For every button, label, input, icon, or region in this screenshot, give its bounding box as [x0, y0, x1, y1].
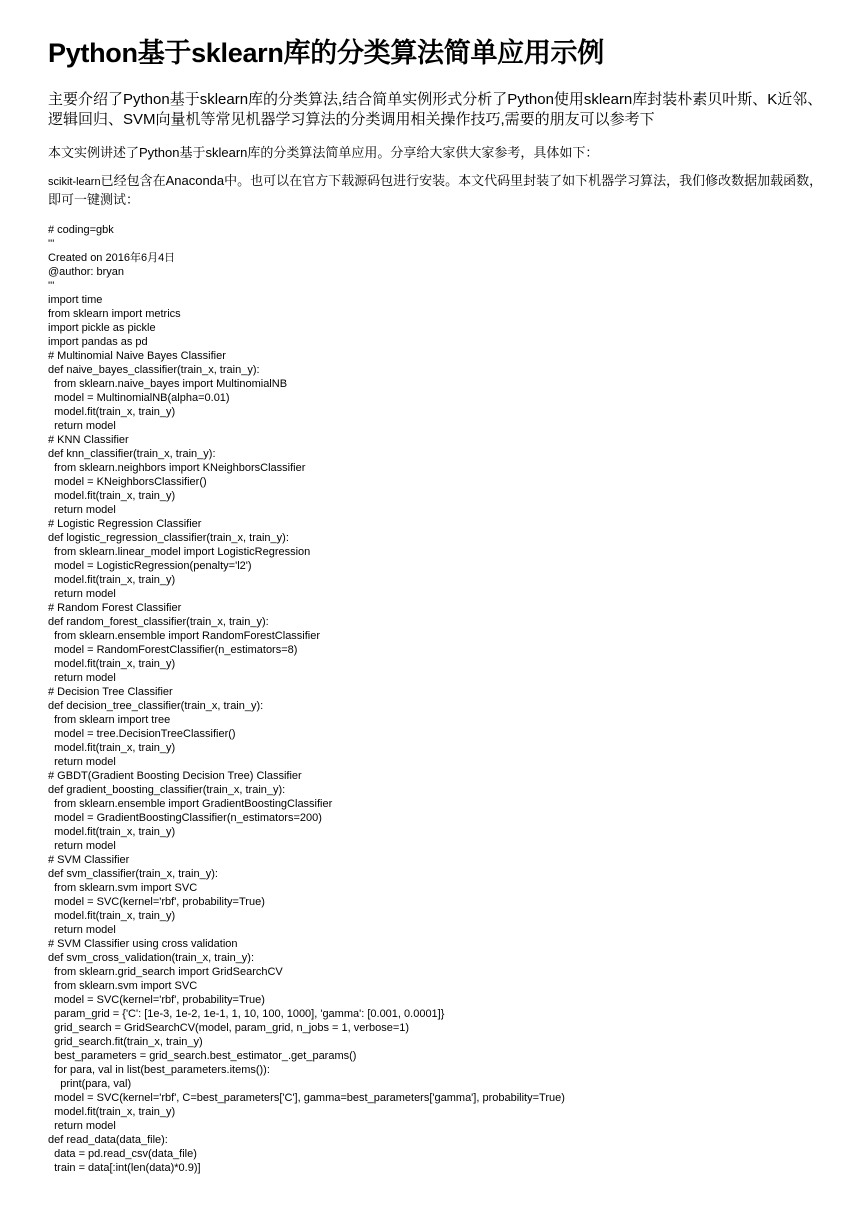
- code-line: # Random Forest Classifier: [48, 602, 182, 614]
- article-lead-paragraph: [48, 172, 828, 209]
- lead-term: scikit-learn: [48, 176, 101, 188]
- code-line: # SVM Classifier: [48, 854, 130, 866]
- code-line: model = GradientBoostingClassifier(n_estimators=200): [48, 812, 322, 824]
- code-line: return model: [48, 840, 116, 852]
- code-line: # GBDT(Gradient Boosting Decision Tree) Classifier: [48, 770, 302, 782]
- code-line: grid_search = GridSearchCV(model, param_grid, n_jobs = 1, verbose=1): [48, 1022, 410, 1034]
- code-line: def naive_bayes_classifier(train_x, train_y):: [48, 364, 260, 376]
- code-line: from sklearn import tree: [48, 714, 171, 726]
- code-block: [48, 223, 828, 1175]
- code-line: model.fit(train_x, train_y): [48, 1106, 176, 1118]
- code-line: def knn_classifier(train_x, train_y):: [48, 448, 216, 460]
- lead-text: 已经包含在Anaconda中。也可以在官方下载源码包进行安装。本文代码里封装了如下机器学习算法，我们修改数据加载函数，即可一键测试：: [48, 173, 823, 207]
- code-line: model.fit(train_x, train_y): [48, 574, 176, 586]
- code-line: return model: [48, 756, 116, 768]
- code-line: param_grid = {'C': [1e-3, 1e-2, 1e-1, 1, 10, 100, 1000], 'gamma': [0.001, 0.0001]}: [48, 1008, 445, 1020]
- code-line: model = SVC(kernel='rbf', probability=True): [48, 994, 265, 1006]
- code-line: model.fit(train_x, train_y): [48, 658, 176, 670]
- article-summary: 主要介绍了Python基于sklearn库的分类算法,结合简单实例形式分析了Python使用sklearn库封装朴素贝叶斯、K近邻、逻辑回归、SVM向量机等常见机器学习算法的分类调用相关操作技巧,需要的朋友可以参考下: [48, 91, 823, 128]
- code-line: import time: [48, 294, 103, 306]
- code-line: model = LogisticRegression(penalty='l2'): [48, 560, 252, 572]
- code-line: # coding=gbk: [48, 224, 114, 236]
- code-line: model.fit(train_x, train_y): [48, 406, 176, 418]
- code-line: for para, val in list(best_parameters.items()):: [48, 1064, 270, 1076]
- code-line: print(para, val): [48, 1078, 132, 1090]
- code-line: model.fit(train_x, train_y): [48, 742, 176, 754]
- code-line: # SVM Classifier using cross validation: [48, 938, 238, 950]
- code-line: data = pd.read_csv(data_file): [48, 1148, 197, 1160]
- code-line: Created on 2016年6月4日: [48, 252, 176, 264]
- code-line: def random_forest_classifier(train_x, train_y):: [48, 616, 269, 628]
- code-line: model = SVC(kernel='rbf', probability=True): [48, 896, 265, 908]
- code-line: def logistic_regression_classifier(train_x, train_y):: [48, 532, 289, 544]
- article-title: Python基于sklearn库的分类算法简单应用示例: [48, 38, 604, 68]
- code-line: model.fit(train_x, train_y): [48, 826, 176, 838]
- code-line: grid_search.fit(train_x, train_y): [48, 1036, 203, 1048]
- code-line: model = KNeighborsClassifier(): [48, 476, 207, 488]
- code-line: def svm_classifier(train_x, train_y):: [48, 868, 218, 880]
- code-line: from sklearn.naive_bayes import MultinomialNB: [48, 378, 288, 390]
- code-line: @author: bryan: [48, 266, 124, 278]
- article-intro: 本文实例讲述了Python基于sklearn库的分类算法简单应用。分享给大家供大家参考，具体如下：: [48, 145, 599, 160]
- code-line: import pickle as pickle: [48, 322, 156, 334]
- code-line: return model: [48, 672, 116, 684]
- code-line: return model: [48, 1120, 116, 1132]
- code-line: model = MultinomialNB(alpha=0.01): [48, 392, 230, 404]
- code-line: return model: [48, 504, 116, 516]
- code-line: def decision_tree_classifier(train_x, train_y):: [48, 700, 264, 712]
- code-line: from sklearn.svm import SVC: [48, 980, 198, 992]
- code-line: from sklearn.ensemble import GradientBoostingClassifier: [48, 798, 333, 810]
- code-line: # Decision Tree Classifier: [48, 686, 173, 698]
- code-line: # Logistic Regression Classifier: [48, 518, 202, 530]
- code-line: def gradient_boosting_classifier(train_x, train_y):: [48, 784, 286, 796]
- code-line: from sklearn.linear_model import LogisticRegression: [48, 546, 311, 558]
- code-line: from sklearn.ensemble import RandomForestClassifier: [48, 630, 321, 642]
- code-line: best_parameters = grid_search.best_estimator_.get_params(): [48, 1050, 357, 1062]
- code-line: def svm_cross_validation(train_x, train_y):: [48, 952, 255, 964]
- code-line: def read_data(data_file):: [48, 1134, 168, 1146]
- code-line: model = tree.DecisionTreeClassifier(): [48, 728, 236, 740]
- code-line: return model: [48, 420, 116, 432]
- code-line: from sklearn.neighbors import KNeighborsClassifier: [48, 462, 306, 474]
- code-line: model.fit(train_x, train_y): [48, 490, 176, 502]
- code-line: model = RandomForestClassifier(n_estimators=8): [48, 644, 298, 656]
- code-line: ''': [48, 238, 55, 250]
- code-line: ''': [48, 280, 55, 292]
- code-line: model.fit(train_x, train_y): [48, 910, 176, 922]
- code-line: return model: [48, 924, 116, 936]
- code-line: return model: [48, 588, 116, 600]
- code-line: model = SVC(kernel='rbf', C=best_parameters['C'], gamma=best_parameters['gamma'], probability=True): [48, 1092, 565, 1104]
- code-line: from sklearn import metrics: [48, 308, 181, 320]
- code-line: import pandas as pd: [48, 336, 148, 348]
- code-line: train = data[:int(len(data)*0.9)]: [48, 1162, 201, 1174]
- code-line: # KNN Classifier: [48, 434, 129, 446]
- code-line: from sklearn.grid_search import GridSearchCV: [48, 966, 283, 978]
- code-line: from sklearn.svm import SVC: [48, 882, 198, 894]
- article: [48, 36, 828, 1175]
- code-line: # Multinomial Naive Bayes Classifier: [48, 350, 226, 362]
